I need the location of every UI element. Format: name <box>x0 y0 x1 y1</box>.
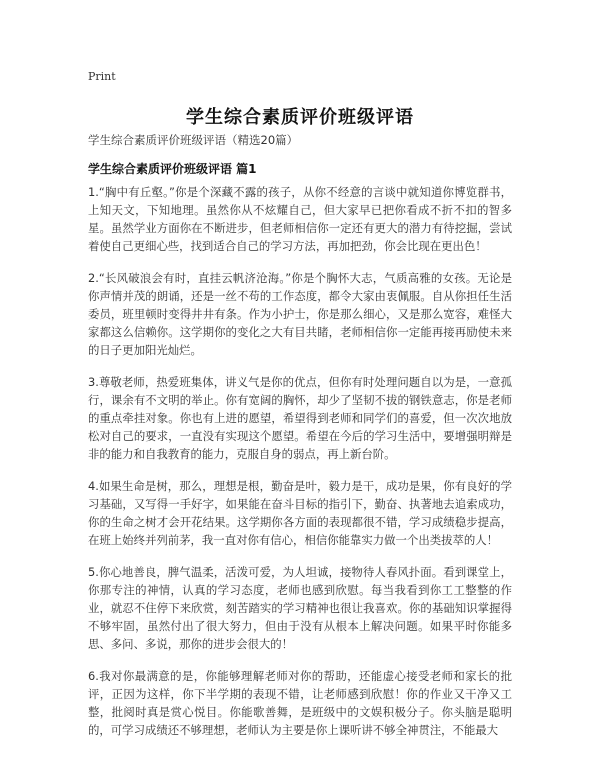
document-title: 学生综合素质评价班级评语 <box>186 107 414 128</box>
document-subtitle: 学生综合素质评价班级评语（精选20篇） <box>88 133 299 147</box>
paragraph-2: 2.“长风破浪会有时，直挂云帆济沧海。”你是个胸怀大志，气质高雅的女孩。无论是你声情并茂的朗诵，还是一丝不苟的工作态度，都令大家由衷佩服。自从你担任生活委员，班里顿时变得井井有条。作为小护士，你是那么细心，又是那么宽容，难怪大家都这么信赖你。这学期你的变化之大有目共睹，老师相信你一定能再接再励使未来的日子更加阳光灿烂。 <box>88 271 512 357</box>
print-label[interactable]: Print <box>88 70 116 83</box>
paragraph-6: 6.我对你最满意的是，你能够理解老师对你的帮助，还能虚心接受老师和家长的批评，正因为这样，你下半学期的表现不错，让老师感到欣慰！你的作业又干净又工整，批阅时真是赏心悦目。你能歌善舞，是班级中的文娱积极分子。你头脑是聪明的，可学习成绩还不够理想，老师认为主要是你上课听讲不够全神贯注，不能最大 <box>88 669 512 737</box>
paragraph-1: 1.“胸中有丘壑。”你是个深藏不露的孩子，从你不经意的言谈中就知道你博览群书，上知天文，下知地理。虽然你从不炫耀自己，但大家早已把你看成不折不扣的智多星。虽然学业方面你在不断进步，但老师相信你一定还有更大的潜力有待挖掘，尝试着使自己更细心些，找到适合自己的学习方法，再加把劲，你会比现在更出色！ <box>88 185 512 253</box>
section-heading: 学生综合素质评价班级评语 篇1 <box>88 162 257 176</box>
document-body <box>88 183 512 753</box>
paragraph-3: 3.尊敬老师，热爱班集体，讲义气是你的优点，但你有时处理问题自以为是，一意孤行，课余有不文明的举止。你有宽阔的胸怀，却少了坚韧不拔的钢铁意志，你是老师的重点牵挂对象。你也有上进的愿望，希望得到老师和同学们的喜爱，但一次次地放松对自己的要求，一直没有实现这个愿望。希望在今后的学习生活中，要增强明辩是非的能力和自我教育的能力，克服自身的弱点，再上新台阶。 <box>88 375 512 461</box>
paragraph-5: 5.你心地善良，脾气温柔，活泼可爱，为人坦诚，接物待人春风扑面。看到课堂上，你那专注的神情，认真的学习态度，老师也感到欣慰。每当我看到你工工整整的作业，就忍不住停下来欣赏，刻苦踏实的学习精神也很让我喜欢。你的基础知识掌握得不够牢固，虽然付出了很大努力，但由于没有从根本上解决问题。如果平时你能多思、多问、多说，那你的进步会很大的！ <box>88 565 512 651</box>
paragraph-4: 4.如果生命是树，那么，理想是根，勤奋是叶，毅力是干，成功是果，你有良好的学习基础，又写得一手好字，如果能在奋斗目标的指引下，勤奋、执著地去追索成功，你的生命之树才会开花结果。这学期你各方面的表现都很不错，学习成绩稳步提高，在班上始终并列前茅，我一直对你有信心，相信你能靠实力做一个出类拔萃的人！ <box>88 479 512 547</box>
